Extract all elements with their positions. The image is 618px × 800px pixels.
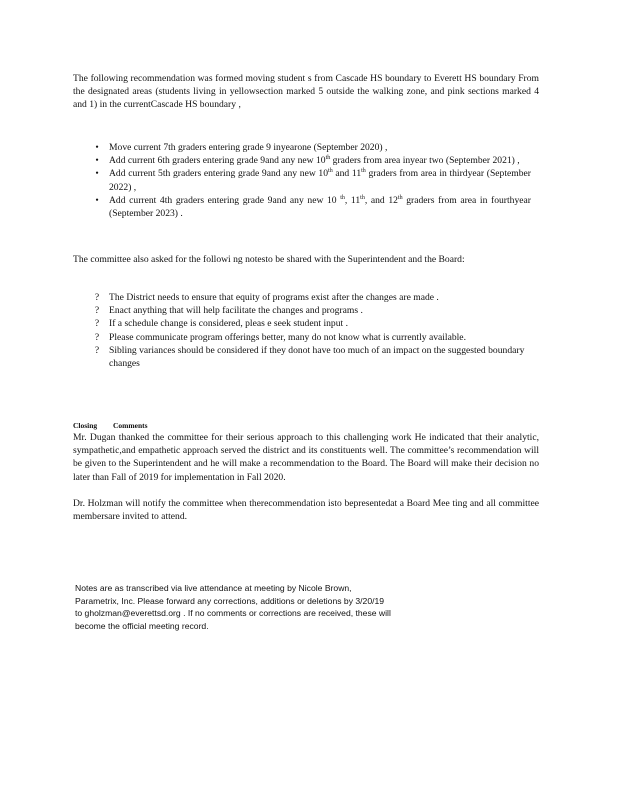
superscript: th [325,155,331,162]
bullet-icon: • [95,155,99,167]
closing-paragraph: Dr. Holzman will notify the committee when therecommendation isto bepresentedat a Board Mee ting and all committee membersare invited to attend. [73,497,539,523]
intro-section [73,72,539,112]
list-item [91,304,531,317]
superscript: th [360,194,365,201]
list-item-text: graders from area inyear two (September 2021) , [330,155,520,167]
list-item-text: and 11 [332,168,362,180]
question-mark-icon: ? [94,292,100,303]
list-item [91,291,531,304]
list-item [91,331,531,344]
list-item-text: Add current 6th graders entering grade 9and any new 10 [109,155,326,167]
question-mark-icon: ? [94,318,100,330]
question-mark-icon: ? [94,331,100,343]
footer-note-line: Parametrix, Inc. Please forward any corrections, additions or deletions by 3/20/19 [75,595,385,606]
list-item [91,167,531,193]
list-item-text: Move current 7th graders entering grade 9 inyearone (September 2020) , [109,142,388,153]
committee-paragraph: The committee also asked for the followi ng notesto be shared with the Superintendent and the Board: [73,254,465,265]
footer-note-line: become the official meeting record. [75,620,209,631]
superscript: th [340,194,345,201]
bullet-icon: • [95,142,99,153]
list-item [91,194,531,220]
list-item-text: , and 12 [364,194,398,206]
intro-paragraph: The following recommendation was formed moving student s from Cascade HS boundary to Everett HS boundary From the designated areas (students living in yellowsection marked 5 outside the walking zone, and pink sections marked 4 and 1) in the currentCascade HS boundary , [73,73,539,111]
committee-section [73,253,539,266]
recommendation-list [91,141,531,220]
heading-word: Closing [73,421,98,430]
list-item-text: graders from area in fourthyear (September 2023) . [109,194,531,220]
footer-note-line: to gholzman@everettsd.org . If no comments or corrections are received, these will [75,608,391,619]
superscript: th [328,168,333,175]
list-item [91,344,531,370]
footer-note [75,582,405,632]
list-item-text: Add current 4th graders entering grade 9and any new 10 [109,194,341,206]
question-mark-icon: ? [94,305,100,317]
superscript: th [361,168,366,175]
bullet-icon: • [95,194,99,206]
question-mark-icon: ? [94,344,100,356]
section-heading [73,420,539,431]
list-item-text: graders from area in thirdyear (September 2022) , [109,168,531,193]
list-item-text: Add current 5th graders entering grade 9and any new 10 [109,168,329,180]
bullet-icon: • [95,168,99,180]
list-item-text: Sibling variances should be considered if they donot have too much of an impact on the suggested boundary changes [109,344,525,370]
closing-paragraph: Mr. Dugan thanked the committee for their serious approach to this challenging work He indicated that their analytic, sympathetic,and empathetic approach served the district and its constituents well. The committee’s recommendation will be given to the Superintendent and he will make a recommendation to the Board. The Board will make their decision no later than Fall of 2019 for implementation in Fall 2020. [73,432,539,483]
list-item-text: Please communicate program offerings better, many do not know what is currently available. [109,331,466,343]
list-item-text: Enact anything that will help facilitate the changes and programs . [109,305,363,317]
footer-note-line: Notes are as transcribed via live attendance at meeting by Nicole Brown, [75,583,352,593]
list-item-text: If a schedule change is considered, pleas e seek student input . [109,318,348,330]
list-item [91,141,531,154]
list-item-text: , 11 [344,194,361,206]
superscript: th [397,194,403,201]
closing-section [73,420,539,523]
notes-list [91,291,531,370]
list-item [91,317,531,330]
heading-word: Comments [113,421,148,430]
list-item [91,154,531,167]
list-item-text: The District needs to ensure that equity of programs exist after the changes are made . [109,292,439,303]
